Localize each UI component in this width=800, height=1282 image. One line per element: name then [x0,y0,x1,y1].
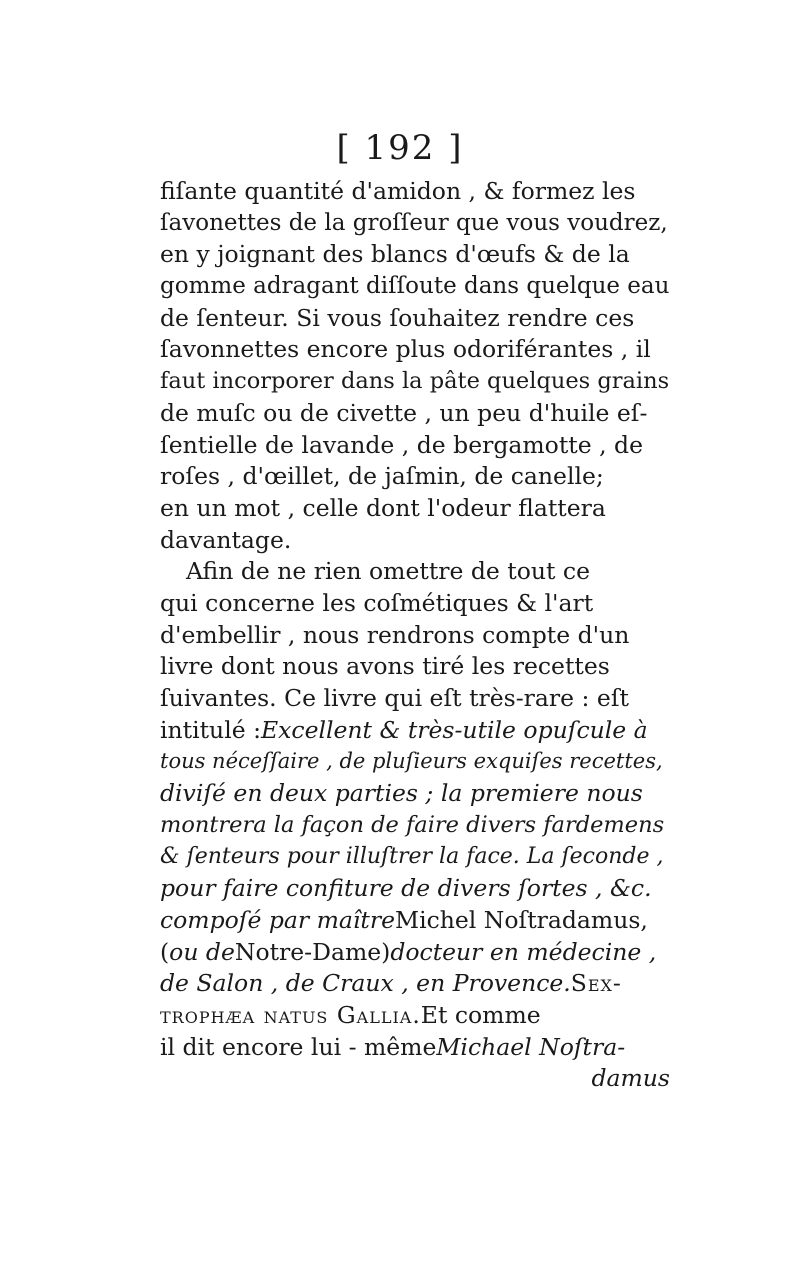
text-line: livre dont nous avons tiré les recettes [160,652,610,681]
text-line [160,1000,670,1032]
text-line: de ſenteur. Si vous ſouhaitez rendre ces [160,303,635,332]
text-line: ſavonettes de la groſſeur que vous voudrez, [160,209,668,236]
text-line: en y joignant des blancs d'œufs & de la [160,240,630,269]
text-span: compoſé par maître [160,905,396,934]
text-line: en un mot , celle dont l'odeur flattera [160,493,606,522]
text-span: ( [160,937,170,966]
text-span: docteur en médecine , [390,937,657,966]
page-number: [ 192 ] [336,128,464,168]
text-line [160,905,670,937]
title-italic-line: pour faire confiture de divers ſortes , &c. [160,874,652,903]
text-line: ſavonnettes encore plus odoriférantes , il [160,335,651,364]
text-span: Michael Noſtra- [436,1032,626,1061]
text-span: de Salon , de Craux , en Provence. [160,969,571,998]
text-line: davantage. [160,525,292,554]
catchword: damus [591,1064,670,1093]
text-span: Sex- [570,969,622,998]
text-span: Et comme [420,1000,541,1029]
motto-span: trophæa natus Gallia. [160,1000,421,1029]
title-italic-span: Excellent & très-utile opuſcule à [261,715,648,744]
text-span: Notre-Dame) [234,937,391,966]
text-line: qui concerne les coſmétiques & l'art [160,588,594,617]
text-span: il dit encore lui - même [160,1032,437,1061]
text-line: gomme adragant diſſoute dans quelque eau [160,273,670,300]
text-line: faut incorporer dans la pâte quelques grains [160,368,670,395]
title-italic-line: diviſé en deux parties ; la premiere nous [160,779,643,808]
title-italic-line: & ſenteurs pour illuſtrer la face. La ſeconde , [160,844,664,870]
text-line [160,968,670,1000]
title-italic-line: montrera la façon de faire divers fardemens [160,811,665,838]
text-span: intitulé : [160,715,261,744]
text-line: de muſc ou de civette , un peu d'huile eſ- [160,398,648,427]
text-line: fiſante quantité d'amidon , & formez les [160,177,636,205]
text-line [160,715,670,747]
body-text [160,176,670,1095]
text-line [160,937,670,969]
text-line: roſes , d'œillet, de jaſmin, de canelle; [160,462,604,491]
text-line: ſentielle de lavande , de bergamotte , de [160,430,643,459]
text-line: ſuivantes. Ce livre qui eſt très-rare : eſt [160,684,629,712]
title-italic-line: tous néceſſaire , de pluſieurs exquiſes recettes, [160,749,663,774]
text-line: d'embellir , nous rendrons compte d'un [160,620,630,649]
paragraph-first-line: Afin de ne rien omettre de tout ce [186,557,590,586]
author-name: Michel Noſtradamus, [395,905,648,934]
text-line [160,1032,670,1064]
text-span: ou de [169,937,235,966]
